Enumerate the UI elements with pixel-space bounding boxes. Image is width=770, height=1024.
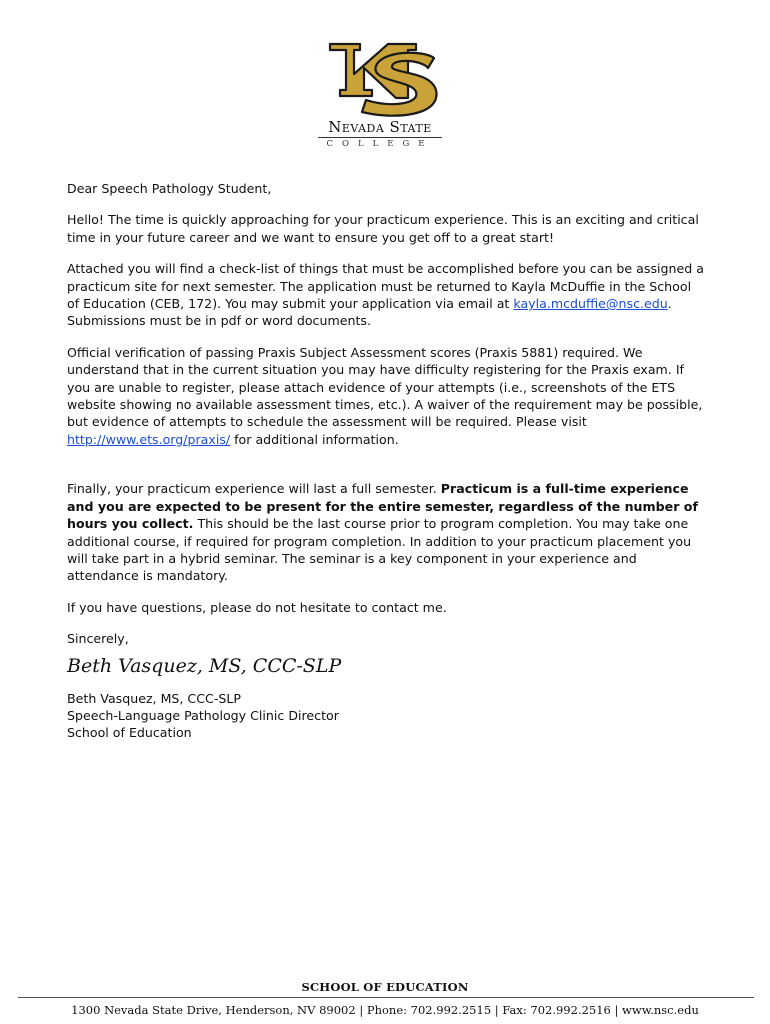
signer-name: Beth Vasquez, MS, CCC-SLP [67, 690, 241, 706]
praxis-link[interactable]: http://www.ets.org/praxis/ [67, 431, 231, 447]
letterhead-name: Nevada State [328, 118, 432, 136]
signer-title: Speech-Language Pathology Clinic Director [67, 707, 339, 723]
handwritten-signature: Beth Vasquez, MS, CCC-SLP [67, 654, 342, 677]
paragraph-semester-bold: Practicum is a full-time experience and you are expected to be present for the entire semester, regardless of the number of hours you collect. [67, 481, 698, 532]
paragraph-praxis-text: Official verification of passing Praxis Subject Assessment scores (Praxis 5881) required. We understand that in the current situation you may have difficulty registering for the Praxis exam. If you are unable to register, please attach evidence of your attempts (i.e., screenshots of the ETS website showing no available assessment times, etc.). A waiver of the requirement may be possible, but evidence of attempts to schedule the assessment will be required. Please visit [67, 344, 703, 430]
paragraph-application [67, 260, 707, 330]
salutation: Dear Speech Pathology Student, [67, 181, 272, 196]
footer-address: 1300 Nevada State Drive, Henderson, NV 89002 | Phone: 702.992.2515 | Fax: 702.992.2516 | www.nsc.edu [71, 1003, 699, 1017]
paragraph-intro: Hello! The time is quickly approaching for your practicum experience. This is an exciting and critical time in your future career and we want to ensure you get off to a great start! [67, 212, 699, 245]
footer-heading: SCHOOL OF EDUCATION [301, 980, 469, 994]
letterhead-sub: COLLEGE [326, 139, 434, 149]
paragraph-application-end: . Submissions must be in pdf or word documents. [67, 296, 672, 329]
paragraph-praxis-end: for additional information. [230, 431, 399, 447]
letterhead-rule [318, 137, 442, 138]
paragraph-semester-end: This should be the last course prior to program completion. You may take one additional course, if required for program completion. In addition to your practicum placement you will take part in a hybrid seminar. The seminar is a key component in your experience and attendance is mandatory. [67, 516, 692, 584]
signature-block [67, 690, 707, 742]
spacer [67, 462, 707, 480]
paragraph-questions: If you have questions, please do not hesitate to contact me. [67, 599, 447, 615]
footer-rule [18, 997, 754, 998]
paragraph-semester-text: Finally, your practicum experience will last a full semester. [67, 481, 441, 497]
signer-department: School of Education [67, 725, 192, 741]
email-link[interactable]: kayla.mcduffie@nsc.edu [513, 296, 668, 312]
closing: Sincerely, [67, 631, 129, 647]
paragraph-application-text: Attached you will find a check-list of things that must be accomplished before you can be assigned a practicum site for next semester. The application must be returned to Kayla McDuffie in the School of Education (CEB, 172). You may submit your application via email at [67, 261, 704, 312]
letter-body [67, 180, 707, 742]
paragraph-semester [67, 480, 707, 584]
paragraph-praxis [67, 344, 707, 448]
